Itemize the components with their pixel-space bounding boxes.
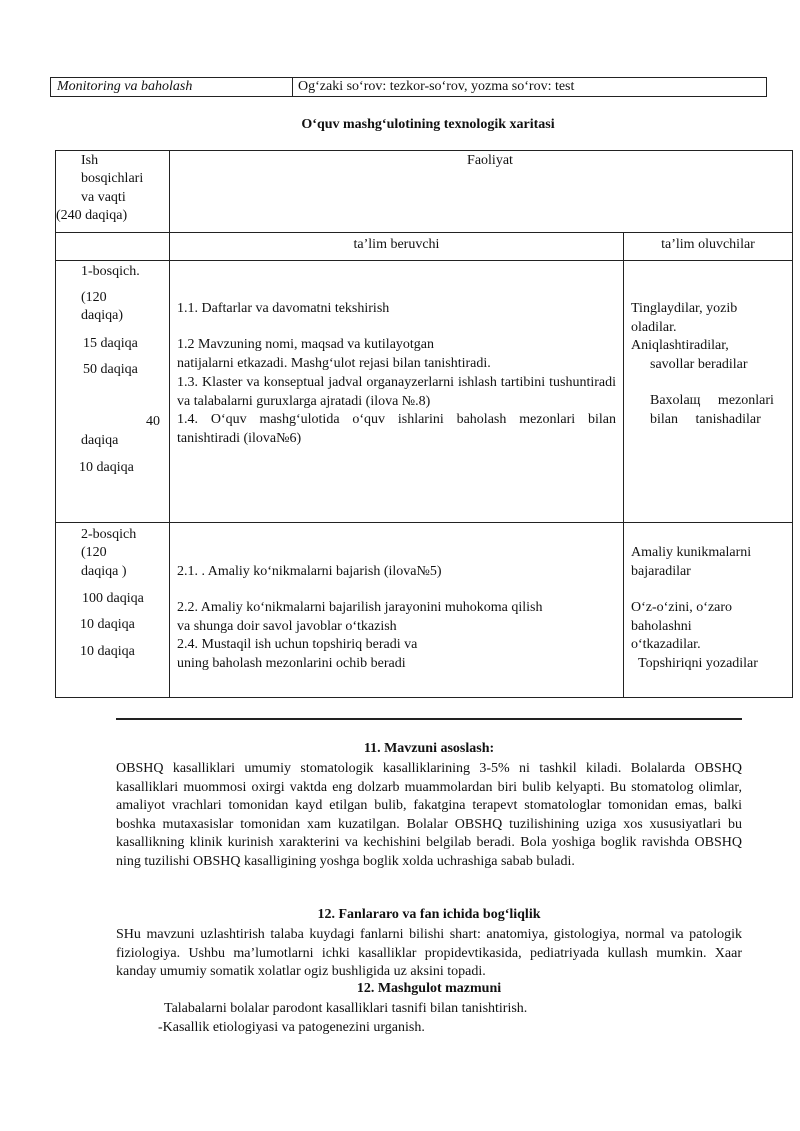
stage2-time: 10 daqiqa [80,644,135,659]
stage2-time-total: daqiqa ) [81,564,127,579]
col-header-stage: (240 daqiqa) [56,208,128,223]
stage1-teacher-item: 1.1. Daftarlar va davomatni tekshirish [177,301,390,316]
col-header-stage: Ish [81,153,99,168]
col-header-stage: bosqichlari [81,171,144,186]
stage1-time-total: (120 [81,290,107,305]
stage2-student-item: Amaliy kunikmalarni bajaradilar [631,545,752,579]
stage1-student-item: Aniqlashtiradilar, [631,338,729,353]
table-border [55,260,793,261]
stage2-teacher-item: uning baholash mezonlarini ochib beradi [177,656,406,671]
stage1-student-item: Tinglaydilar, yozib oladilar. [631,301,738,335]
stage2-teacher-item: 2.4. Mustaqil ish uchun topshiriq beradi va [177,637,418,652]
monitoring-value: Og‘zaki so‘rov: tezkor-so‘rov, yozma so‘rov: test [298,79,575,94]
stage2-teacher-item: va shunga doir savol javoblar o‘tkazish [177,619,397,634]
stage1-time: 50 daqiqa [83,362,138,377]
table-border [792,150,793,698]
stage1-teacher-item: 1.4. O‘quv mashg‘ulotida o‘quv ishlarini baholash mezonlari bilan tanishtiradi (ilova№6) [177,412,616,446]
stage2-title: 2-bosqich [81,527,137,542]
table-border [169,150,170,698]
stage1-time: 15 daqiqa [83,336,138,351]
stage1-time: 10 daqiqa [79,460,134,475]
stage1-title: 1-bosqich. [81,264,140,279]
table-border [55,522,793,523]
section-divider [116,718,742,720]
stage2-student-item: Topshiriqni yozadilar [638,656,758,671]
stage2-time: 100 daqiqa [82,591,144,606]
stage1-student-item: savollar beradilar [650,357,748,372]
stage1-time: daqiqa [81,433,119,448]
stage2-teacher-item: 2.1. . Amaliy ko‘nikmalarni bajarish (ilova№5) [177,564,442,579]
content-list-item: Talabalarni bolalar parodont kasalliklari tasnifi bilan tanishtirish. [164,1001,528,1016]
stage2-teacher-item: 2.2. Amaliy ko‘nikmalarni bajarilish jarayonini muhokoma qilish [177,600,543,615]
table-border [766,77,767,97]
tech-map-title: O‘quv mashg‘ulotining texnologik xaritasi [301,117,555,132]
section11-paragraph: OBSHQ kasalliklari umumiy stomatologik kasalliklarining 3-5% ni tashkil kiladi. Bolalarda OBSHQ kasalliklari muommosi oxirgi vaktda eng dolzarb muammolardan biri bulib kelyapti. Bu stomatolog olimlar, amaliyot vrachlari tomonidan kayd etilgan bulib, fakatgina terapevt stomatologlar tomonidan emas, balki boshka mutaxasislar tomonidan xam kuzatilgan. Bolalar OBSHQ tuzilishining uziga xos xususiyatlari bu kasallikning klinik kurinish xarakterini va kechishini belgilab beradi. Bola yoshiga boglik ravishda OBSHQ ning tuzilishi OBSHQ kasalligining yoshga boglik xolda uchrashiga sabab buladi. [116,761,742,869]
table-border [55,150,56,698]
section11-heading: 11. Mavzuni asoslash: [363,741,495,756]
table-border [623,232,624,698]
stage2-time-total: (120 [81,545,107,560]
section12b-heading: 12. Mashgulot mazmuni [356,981,502,996]
stage1-teacher-item: natijalarni etkazadi. Mashg‘ulot rejasi bilan tanishtiradi. [177,356,491,371]
col-header-activity: Faoliyat [467,153,513,168]
stage1-time-total: daqiqa) [81,308,123,323]
section12-heading: 12. Fanlararo va fan ichida bog‘liqlik [317,907,541,922]
stage1-teacher-item: 1.2 Mavzuning nomi, maqsad va kutilayotgan [177,337,435,352]
monitoring-label: Monitoring va baholash [57,79,193,94]
stage1-teacher-item: 1.3. Klaster va konseptual jadval organayzerlarni ishlash tartibini tushuntiradi va talabalarni guruxlarga ajratadi (ilova №.8) [177,375,616,409]
subheader-teacher: ta’lim beruvchi [353,237,440,252]
stage1-time: 40 [146,414,160,429]
stage2-time: 10 daqiqa [80,617,135,632]
stage2-student-item: O‘z-o‘zini, o‘zaro baholashni o‘tkazadilar. [631,600,733,652]
table-border [55,150,793,151]
section12-paragraph: SHu mavzuni uzlashtirish talaba kuydagi fanlarni bilishi shart: anatomiya, gistologiya, normal va patologik fiziologiya. Ushbu ma’lumotlarni ichki kasalliklar propidevtikasida, pediatriyada kullash mumkin. Xaar kanday umumiy somatik xolatlar ogiz bushligida uz aksini topadi. [116,927,742,979]
col-header-stage: va vaqti [81,190,126,205]
table-border [55,232,793,233]
table-border [50,77,51,97]
table-border [55,697,793,698]
table-border [292,77,293,97]
subheader-student: ta’lim oluvchilar [661,237,755,252]
content-list-item: -Kasallik etiologiyasi va patogenezini urganish. [158,1020,425,1035]
stage1-student-item: Baxolaщ mezonlari bilan tanishadilar [650,393,774,427]
